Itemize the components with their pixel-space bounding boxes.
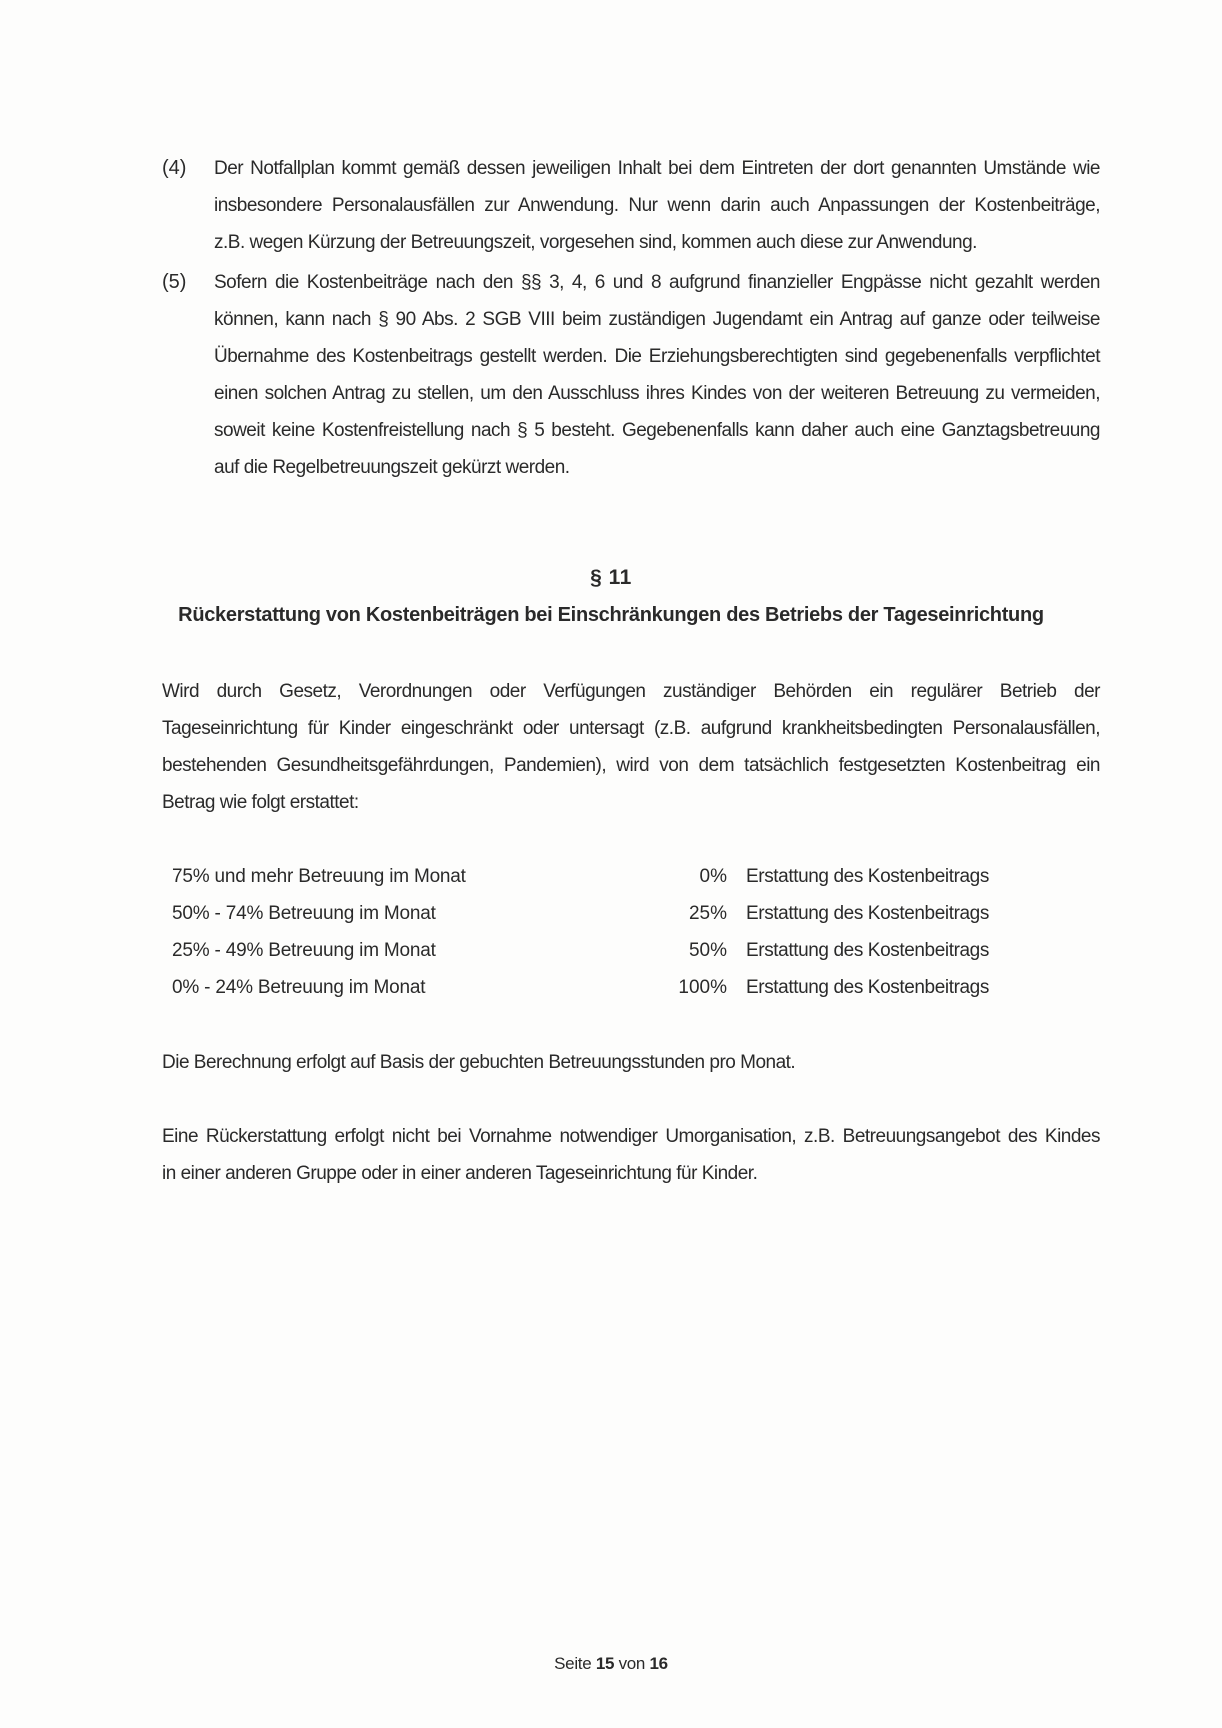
- text-line: einen solchen Antrag zu stellen, um den Ausschluss ihres Kindes von der weiteren Betreuung zu vermeiden,: [214, 383, 1100, 404]
- text-line: Übernahme des Kostenbeitrags gestellt werden. Die Erziehungsberechtigten sind gegebenenfalls verpflichtet: [214, 346, 1100, 367]
- refund-percent: 0%: [699, 866, 727, 887]
- footer-middle: von: [618, 1654, 646, 1673]
- refund-percent: 50%: [688, 940, 727, 961]
- care-level: 75% und mehr Betreuung im Monat: [172, 866, 466, 887]
- text-line: können, kann nach § 90 Abs. 2 SGB VIII beim zuständigen Jugendamt ein Antrag auf ganze oder teilweise: [214, 309, 1100, 330]
- calculation-note: [162, 1044, 1100, 1081]
- section-title: Rückerstattung von Kostenbeiträgen bei Einschränkungen des Betriebs der Tageseinrichtung: [178, 604, 1044, 626]
- intro-paragraph: [162, 673, 1100, 821]
- text-line: soweit keine Kostenfreistellung nach § 5 besteht. Gegebenenfalls kann daher auch eine Ganztagsbetreuung: [214, 420, 1100, 441]
- page-footer: [0, 1654, 1222, 1674]
- text-line: Der Notfallplan kommt gemäß dessen jeweiligen Inhalt bei dem Eintreten der dort genannten Umstände wie: [214, 158, 1100, 179]
- paragraph-4: [162, 150, 1100, 261]
- text-line: insbesondere Personalausfällen zur Anwendung. Nur wenn darin auch Anpassungen der Kostenbeiträge,: [214, 195, 1100, 216]
- total-page-count: 16: [649, 1654, 668, 1673]
- text-line: Wird durch Gesetz, Verordnungen oder Verfügungen zuständiger Behörden ein regulärer Betrieb der: [162, 681, 1100, 702]
- text-line: Sofern die Kostenbeiträge nach den §§ 3, 4, 6 und 8 aufgrund finanzieller Engpässe nicht gezahlt werden: [214, 272, 1100, 293]
- paragraph-5: [162, 264, 1100, 486]
- paragraph-text: [214, 264, 1100, 486]
- paragraph-number: (4): [162, 157, 187, 179]
- text-line: z.B. wegen Kürzung der Betreuungszeit, vorgesehen sind, kommen auch diese zur Anwendung.: [214, 232, 977, 253]
- care-level: 0% - 24% Betreuung im Monat: [172, 977, 426, 998]
- refund-table: [172, 858, 989, 1006]
- paragraph-text: [214, 150, 1100, 261]
- table-row: [172, 858, 989, 895]
- table-row: [172, 969, 989, 1006]
- current-page-number: 15: [595, 1654, 615, 1673]
- care-level: 25% - 49% Betreuung im Monat: [172, 940, 436, 961]
- text-line: Tageseinrichtung für Kinder eingeschränkt oder untersagt (z.B. aufgrund krankheitsbedingten Personalausfällen,: [162, 718, 1100, 739]
- care-level: 50% - 74% Betreuung im Monat: [172, 903, 436, 924]
- text-line: bestehenden Gesundheitsgefährdungen, Pandemien), wird von dem tatsächlich festgesetzten Kostenbeitrag ein: [162, 755, 1100, 776]
- refund-label: Erstattung des Kostenbeitrags: [746, 866, 989, 887]
- text-line: in einer anderen Gruppe oder in einer anderen Tageseinrichtung für Kinder.: [162, 1163, 758, 1184]
- exception-note: [162, 1118, 1100, 1192]
- refund-label: Erstattung des Kostenbeitrags: [746, 903, 989, 924]
- footer-prefix: Seite: [554, 1654, 592, 1673]
- refund-label: Erstattung des Kostenbeitrags: [746, 977, 989, 998]
- section-number: § 11: [590, 566, 632, 589]
- table-row: [172, 932, 989, 969]
- text-line: Eine Rückerstattung erfolgt nicht bei Vornahme notwendiger Umorganisation, z.B. Betreuungsangebot des Kindes: [162, 1126, 1100, 1147]
- refund-label: Erstattung des Kostenbeitrags: [746, 940, 989, 961]
- refund-percent: 100%: [678, 977, 727, 998]
- text-line: auf die Regelbetreuungszeit gekürzt werden.: [214, 457, 570, 478]
- table-row: [172, 895, 989, 932]
- refund-percent: 25%: [688, 903, 727, 924]
- paragraph-number: (5): [162, 271, 187, 293]
- text-line: Betrag wie folgt erstattet:: [162, 792, 359, 813]
- text-line: Die Berechnung erfolgt auf Basis der gebuchten Betreuungsstunden pro Monat.: [162, 1052, 796, 1073]
